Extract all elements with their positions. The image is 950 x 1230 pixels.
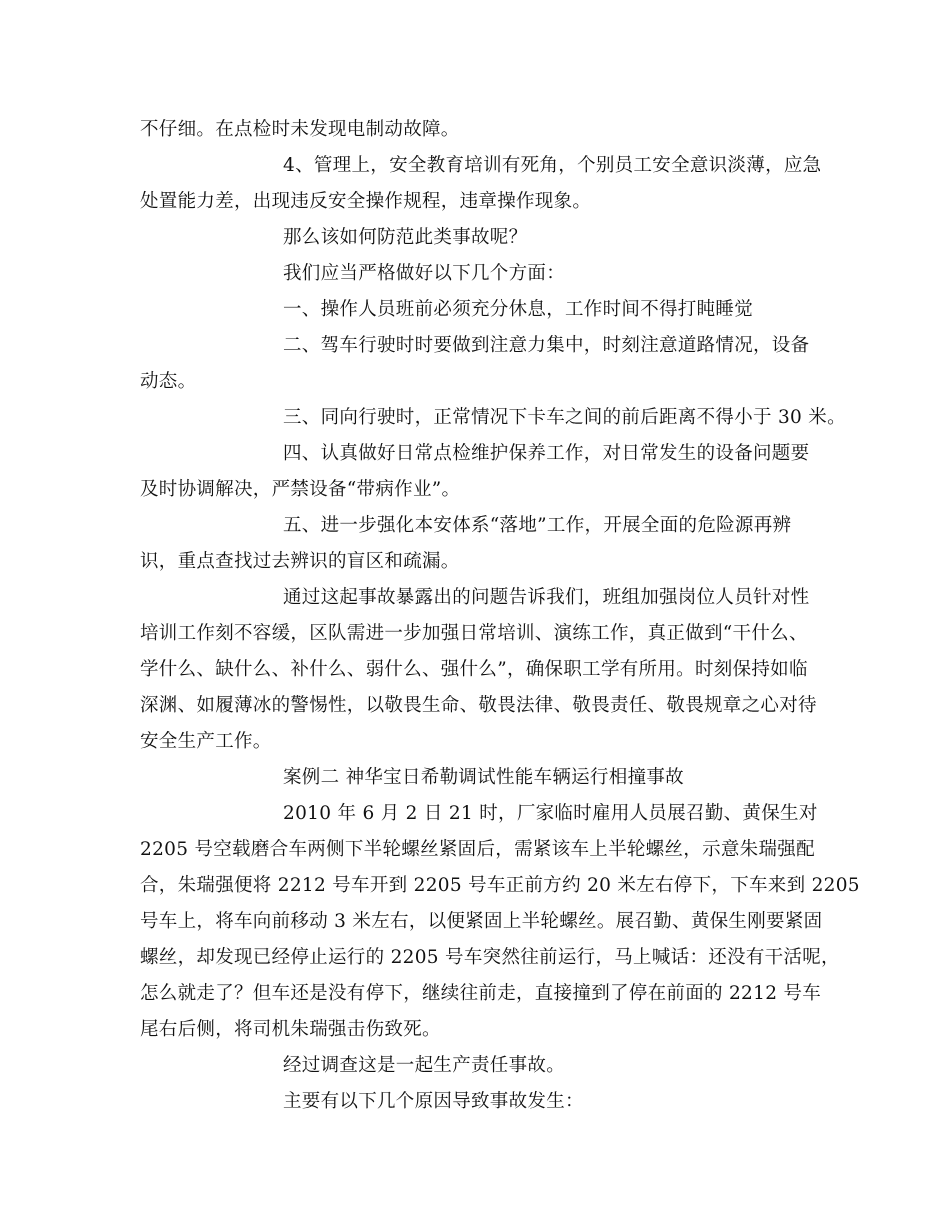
text-line: 一、操作人员班前必须充分休息，工作时间不得打盹睡觉 bbox=[283, 299, 754, 320]
text-line: 二、驾车行驶时时要做到注意力集中，时刻注意道路情况，设备 bbox=[283, 335, 810, 356]
text-line: 尾右后侧，将司机朱瑞强击伤致死。 bbox=[140, 1019, 441, 1040]
text-line: 深渊、如履薄冰的警惕性，以敬畏生命、敬畏法律、敬畏责任、敬畏规章之心对待 bbox=[140, 695, 817, 716]
text-line: 怎么就走了？但车还是没有停下，继续往前走，直接撞到了停在前面的 2212 号车 bbox=[140, 983, 822, 1004]
text-line: 及时协调解决，严禁设备“带病作业”。 bbox=[140, 479, 461, 500]
text-line: 2205 号空载磨合车两侧下半轮螺丝紧固后，需紧该车上半轮螺丝，示意朱瑞强配 bbox=[140, 839, 815, 860]
text-line: 经过调查这是一起生产责任事故。 bbox=[283, 1055, 566, 1076]
text-line: 螺丝，却发现已经停止运行的 2205 号车突然往前运行，马上喊话：还没有干活呢， bbox=[140, 947, 840, 968]
text-line: 4、管理上，安全教育培训有死角，个别员工安全意识淡薄，应急 bbox=[283, 155, 822, 176]
text-line: 处置能力差，出现违反安全操作规程，违章操作现象。 bbox=[140, 191, 592, 212]
text-line: 五、进一步强化本安体系“落地”工作，开展全面的危险源再辨 bbox=[283, 515, 792, 536]
text-line: 安全生产工作。 bbox=[140, 731, 272, 752]
text-line: 号车上，将车向前移动 3 米左右，以便紧固上半轮螺丝。展召勤、黄保生刚要紧固 bbox=[140, 911, 823, 932]
text-line: 主要有以下几个原因导致事故发生： bbox=[283, 1091, 584, 1112]
text-line: 合，朱瑞强便将 2212 号车开到 2205 号车正前方约 20 米左右停下，下车来到 2205 bbox=[140, 875, 860, 896]
text-line: 学什么、缺什么、补什么、弱什么、强什么”，确保职工学有所用。时刻保持如临 bbox=[140, 659, 808, 680]
text-line: 我们应当严格做好以下几个方面： bbox=[283, 263, 566, 284]
text-line: 动态。 bbox=[140, 371, 197, 392]
text-line: 培训工作刻不容缓，区队需进一步加强日常培训、演练工作，真正做到“干什么、 bbox=[140, 623, 808, 644]
text-line: 不仔细。在点检时未发现电制动故障。 bbox=[140, 119, 460, 140]
text-line: 识，重点查找过去辨识的盲区和疏漏。 bbox=[140, 551, 460, 572]
text-line: 三、同向行驶时，正常情况下卡车之间的前后距离不得小于 30 米。 bbox=[283, 407, 846, 428]
section-heading: 案例二 神华宝日希勒调试性能车辆运行相撞事故 bbox=[283, 767, 684, 788]
text-line: 通过这起事故暴露出的问题告诉我们，班组加强岗位人员针对性 bbox=[283, 587, 810, 608]
text-line: 那么该如何防范此类事故呢？ bbox=[283, 227, 528, 248]
text-line: 2010 年 6 月 2 日 21 时，厂家临时雇用人员展召勤、黄保生对 bbox=[283, 803, 818, 824]
text-line: 四、认真做好日常点检维护保养工作，对日常发生的设备问题要 bbox=[283, 443, 810, 464]
